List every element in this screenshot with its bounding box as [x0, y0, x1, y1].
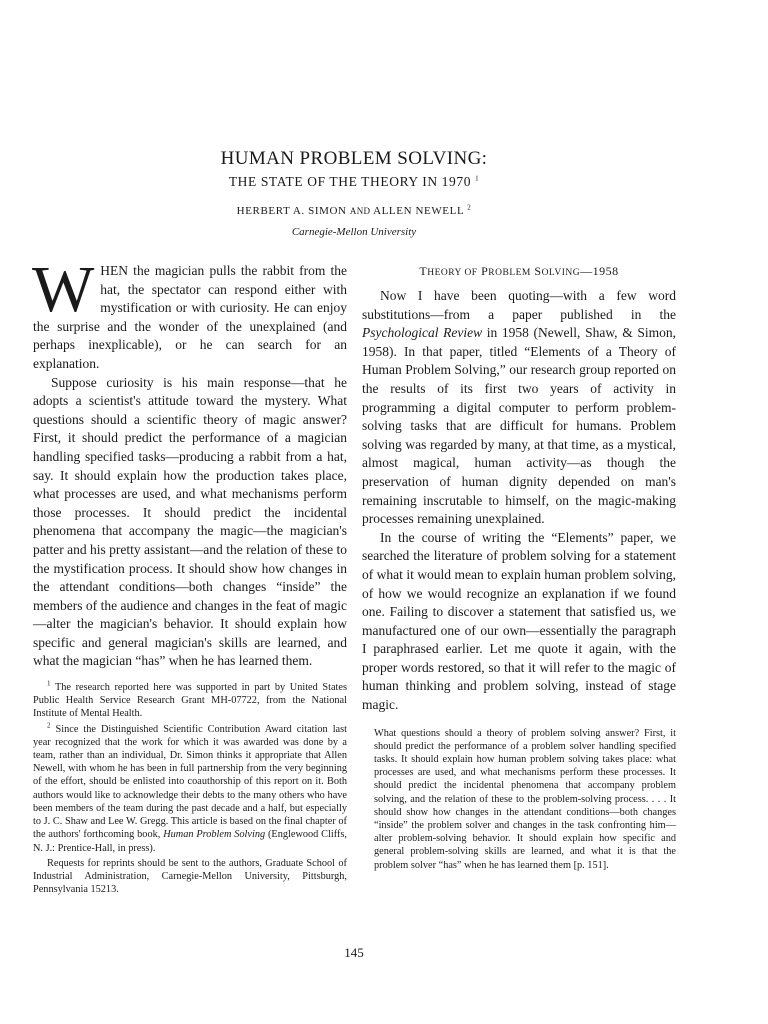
- author-and: AND: [349, 206, 371, 216]
- paragraph-curiosity: Suppose curiosity is his main response—that he adopts a scientist's attitude toward the mystery. What questions should a scientific theory of magic answer? First, it should predict the performance of a magician handling specified tasks—producing a rabbit from a hat, say. It should explain how the production takes place, what processes are used, and what mechanisms perform those processes. It should predict the incidental phenomena that accompany the magic—the magician's patter and his pretty assistant—and the relation of these to the mystification process. It should show how changes in the attendant conditions—both changes “inside” the members of the audience and changes in the feat of magic—alter the magician's behavior. It should explain how specific and general magician's skills are learned, and what the magician “has” when he has learned them.: [33, 374, 347, 669]
- article-title: HUMAN PROBLEM SOLVING:: [220, 148, 488, 169]
- article-subtitle: THE STATE OF THE THEORY IN 1970 $^1$: [228, 174, 480, 189]
- footnote-1: $^1$ The research reported here was supported in part by United States Public Health Service Research Grant MH-07722, from the National Institute of Mental Health.: [33, 679, 347, 720]
- affiliation: Carnegie-Mellon University: [291, 226, 417, 238]
- author-footnote-mark: 2: [467, 203, 472, 212]
- paragraph-elements: In the course of writing the “Elements” paper, we searched the literature of problem solving for a statement of what it would mean to explain human problem solving, of how we would recognize an explanation if we found one. Failing to discover a statement that satisfied us, we manufactured one of our own—essentially the paragraph I paraphrased earlier. Let me quote it again, with the proper words restored, so that it will refer to the magic of human thinking and problem solving, instead of stage magic.: [362, 529, 676, 713]
- left-body: [32, 253, 347, 671]
- journal-name: Psychological Review: [362, 325, 483, 341]
- right-body: [362, 287, 676, 715]
- footnote-2: $^2$ Since the Distinguished Scientific Contribution Award citation last year recognized that the work for which it was awarded was done by a team, rather than an individual, Dr. Simon thinks it appropriate that Allen Newell, with whom he has been in full partnership from the very beginning of the effort, should be enlisted into coauthorship of this report on it. Both authors would like to acknowledge their debts to the many others who have been members of the team during the past decade and a half, but especially to J. C. Shaw and Lee W. Gregg. This article is based on the final chapter of the authors' forthcoming book, Human Problem Solving (Englewood Cliffs, N. J.: Prentice-Hall, in press).: [33, 721, 348, 854]
- section-heading: THEORY OF PROBLEM SOLVING—1958: [419, 264, 619, 278]
- drop-cap: W: [32, 253, 95, 326]
- page-number: 145: [344, 945, 364, 960]
- footnote-reprints: Requests for reprints should be sent to the authors, Graduate School of Industrial Administration, Carnegie-Mellon University, Pittsburgh, Pennsylvania 15213.: [33, 857, 347, 896]
- footnotes: [33, 681, 347, 896]
- book-title: Human Problem Solving: [163, 829, 266, 841]
- paragraph-quoting: Now I have been quoting—with a few word substitutions—from a paper published in the Psychological Review in 1958 (Newell, Shaw, & Simon, 1958). In that paper, titled “Elements of a Theory of Human Problem Solving,” our research group reported on the results of its first two years of activity in programming a digital computer to perform problem-solving tasks that are difficult for humans. Problem solving was regarded by many, at that time, as a mystical, almost magical, human activity—as though the preservation of human dignity depended on man's remaining inscrutable to himself, on the magic-making processes remaining unexplained.: [362, 288, 676, 527]
- author-line: [0, 205, 708, 217]
- opening-paragraph: WHEN the magician pulls the rabbit from the hat, the spectator can respond either with mystification or with curiosity. He can enjoy the surprise and the wonder of the unexplained (and perhaps inexplicable), or he can search for an explanation.: [32, 253, 347, 371]
- author-newell: ALLEN NEWELL: [373, 205, 464, 217]
- right-column: [362, 262, 676, 872]
- left-column: [32, 253, 348, 898]
- subtitle-footnote-mark: 1: [475, 174, 480, 183]
- block-quote: What questions should a theory of problem solving answer? First, it should predict the performance of a problem solver handling specified tasks. It should explain how human problem solving takes place: what processes are used, and what mechanisms perform these processes. It should predict the incidental phenomena that accompany problem solving, and the relation of these to the problem-solving process. . . . It should show how changes in the attendant conditions—both changes “inside” the problem solver and changes in the task confronting him—alter problem-solving behavior. It should explain how specific and general problem-solving skills are learned, and what it is that the problem solver “has” when he has learned them [p. 151].: [374, 727, 676, 871]
- author-simon: HERBERT A. SIMON: [236, 205, 347, 217]
